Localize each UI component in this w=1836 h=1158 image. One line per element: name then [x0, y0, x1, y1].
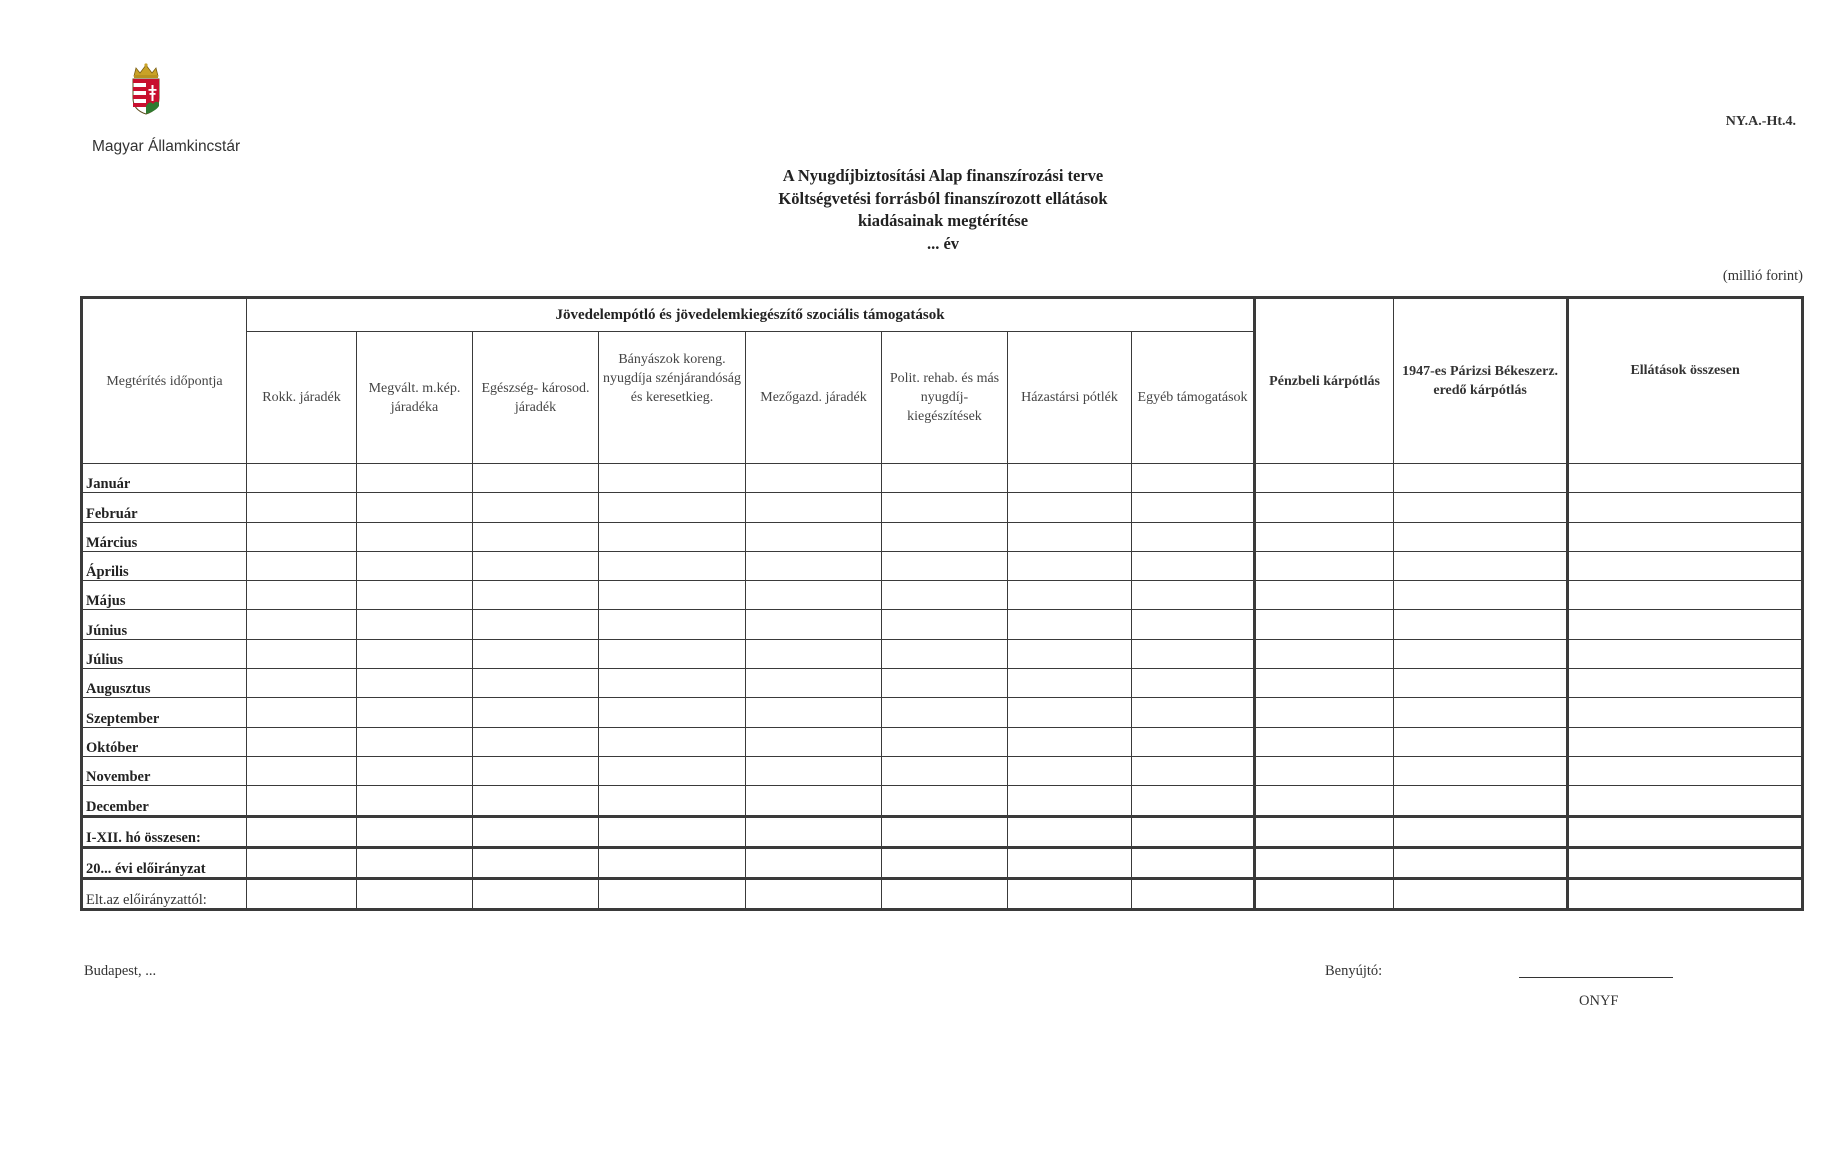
col-header-paris-peace-compensation: 1947-es Párizsi Békeszerz. eredő kárpótlás [1394, 298, 1568, 464]
value-cell[interactable] [1568, 756, 1803, 785]
value-cell[interactable] [1132, 698, 1255, 727]
value-cell[interactable] [357, 581, 473, 610]
value-cell[interactable] [882, 551, 1008, 580]
value-cell[interactable] [1568, 727, 1803, 756]
value-cell[interactable] [247, 756, 357, 785]
value-cell[interactable] [1008, 847, 1132, 878]
value-cell[interactable] [357, 756, 473, 785]
value-cell[interactable] [1132, 669, 1255, 698]
value-cell[interactable] [1008, 581, 1132, 610]
value-cell[interactable] [1255, 756, 1394, 785]
value-cell[interactable] [1255, 879, 1394, 910]
table-row [82, 669, 1803, 698]
organization-name: Magyar Államkincstár [92, 138, 241, 155]
value-cell[interactable] [746, 581, 882, 610]
col-header-agricultural-allowance: Mezőgazd. járadék [746, 332, 882, 464]
value-cell[interactable] [473, 581, 599, 610]
value-cell[interactable] [746, 847, 882, 878]
value-cell[interactable] [1008, 879, 1132, 910]
value-cell[interactable] [882, 669, 1008, 698]
value-cell[interactable] [1008, 464, 1132, 493]
financing-table-container [80, 296, 1801, 909]
row-label: Május [82, 581, 247, 610]
value-cell[interactable] [1132, 464, 1255, 493]
col-header-political-rehab-supplements: Polit. rehab. és más nyugdíj-kiegészítések [882, 332, 1008, 464]
value-cell[interactable] [1255, 847, 1394, 878]
value-cell[interactable] [746, 464, 882, 493]
value-cell[interactable] [473, 610, 599, 639]
value-cell[interactable] [746, 610, 882, 639]
signature-line[interactable] [1519, 977, 1673, 978]
value-cell[interactable] [1008, 816, 1132, 847]
value-cell[interactable] [473, 493, 599, 522]
table-row [82, 551, 1803, 580]
value-cell[interactable] [599, 639, 746, 668]
value-cell[interactable] [247, 727, 357, 756]
value-cell[interactable] [882, 816, 1008, 847]
value-cell[interactable] [1568, 610, 1803, 639]
value-cell[interactable] [746, 493, 882, 522]
value-cell[interactable] [247, 847, 357, 878]
value-cell[interactable] [357, 522, 473, 551]
value-cell[interactable] [1255, 464, 1394, 493]
value-cell[interactable] [1255, 727, 1394, 756]
value-cell[interactable] [1394, 816, 1568, 847]
value-cell[interactable] [1394, 464, 1568, 493]
title-line-1: A Nyugdíjbiztosítási Alap finanszírozási terve [782, 166, 1104, 185]
page-title [0, 165, 1836, 255]
value-cell[interactable] [599, 464, 746, 493]
title-line-4: ... év [926, 233, 960, 253]
value-cell[interactable] [1568, 464, 1803, 493]
value-cell[interactable] [1394, 551, 1568, 580]
value-cell[interactable] [599, 551, 746, 580]
value-cell[interactable] [247, 698, 357, 727]
value-cell[interactable] [1255, 816, 1394, 847]
value-cell[interactable] [1008, 756, 1132, 785]
value-cell[interactable] [1008, 727, 1132, 756]
value-cell[interactable] [1008, 493, 1132, 522]
value-cell[interactable] [1008, 786, 1132, 816]
value-cell[interactable] [1394, 669, 1568, 698]
row-label: Augusztus [82, 669, 247, 698]
value-cell[interactable] [1132, 727, 1255, 756]
value-cell[interactable] [473, 879, 599, 910]
row-label: Október [82, 727, 247, 756]
table-row [82, 756, 1803, 785]
value-cell[interactable] [1132, 610, 1255, 639]
title-line-3: kiadásainak megtérítése [857, 211, 1029, 230]
value-cell[interactable] [1132, 639, 1255, 668]
value-cell[interactable] [357, 727, 473, 756]
value-cell[interactable] [1394, 727, 1568, 756]
col-header-health-impairment-allowance: Egészség- károsod. járadék [473, 332, 599, 464]
title-line-2: Költségvetési forrásból finanszírozott ellátások [778, 188, 1108, 208]
value-cell[interactable] [599, 581, 746, 610]
submitter-org: ONYF [1579, 993, 1619, 1009]
value-cell[interactable] [247, 493, 357, 522]
value-cell[interactable] [746, 669, 882, 698]
row-label: Elt.az előirányzattól: [82, 879, 247, 910]
table-row [82, 581, 1803, 610]
value-cell[interactable] [882, 464, 1008, 493]
value-cell[interactable] [599, 698, 746, 727]
table-row [82, 522, 1803, 551]
table-row [82, 493, 1803, 522]
value-cell[interactable] [1394, 610, 1568, 639]
value-cell[interactable] [1568, 698, 1803, 727]
value-cell[interactable] [247, 551, 357, 580]
value-cell[interactable] [1132, 522, 1255, 551]
row-label: Február [82, 493, 247, 522]
value-cell[interactable] [1568, 639, 1803, 668]
value-cell[interactable] [357, 551, 473, 580]
value-cell[interactable] [599, 522, 746, 551]
table-row [82, 639, 1803, 668]
value-cell[interactable] [1394, 879, 1568, 910]
value-cell[interactable] [1132, 756, 1255, 785]
row-label: November [82, 756, 247, 785]
row-label: Július [82, 639, 247, 668]
value-cell[interactable] [1008, 522, 1132, 551]
value-cell[interactable] [1568, 522, 1803, 551]
value-cell[interactable] [882, 847, 1008, 878]
value-cell[interactable] [1132, 493, 1255, 522]
col-header-disability-allowance: Rokk. járadék [247, 332, 357, 464]
value-cell[interactable] [1568, 816, 1803, 847]
value-cell[interactable] [1132, 786, 1255, 816]
value-cell[interactable] [1255, 786, 1394, 816]
value-cell[interactable] [1255, 610, 1394, 639]
value-cell[interactable] [1394, 522, 1568, 551]
value-cell[interactable] [882, 698, 1008, 727]
value-cell[interactable] [1568, 669, 1803, 698]
value-cell[interactable] [1394, 493, 1568, 522]
row-label: Április [82, 551, 247, 580]
table-row [82, 464, 1803, 493]
value-cell[interactable] [746, 551, 882, 580]
value-cell[interactable] [247, 581, 357, 610]
row-header: Megtérítés időpontja [82, 298, 247, 464]
value-cell[interactable] [599, 816, 746, 847]
value-cell[interactable] [1568, 581, 1803, 610]
row-label: Június [82, 610, 247, 639]
value-cell[interactable] [1255, 581, 1394, 610]
unit-label: (millió forint) [1722, 268, 1803, 284]
value-cell[interactable] [247, 610, 357, 639]
value-cell[interactable] [1568, 493, 1803, 522]
value-cell[interactable] [882, 786, 1008, 816]
value-cell[interactable] [357, 879, 473, 910]
value-cell[interactable] [1132, 816, 1255, 847]
row-label: Március [82, 522, 247, 551]
col-header-reduced-capacity-allowance: Megvált. m.kép. járadéka [357, 332, 473, 464]
col-header-spouse-supplement: Házastársi pótlék [1008, 332, 1132, 464]
value-cell[interactable] [599, 879, 746, 910]
value-cell[interactable] [882, 493, 1008, 522]
value-cell[interactable] [473, 756, 599, 785]
row-label: December [82, 786, 247, 816]
place-and-date: Budapest, ... [84, 963, 157, 979]
value-cell[interactable] [247, 879, 357, 910]
value-cell[interactable] [746, 698, 882, 727]
submitter-label: Benyújtó: [1325, 963, 1383, 979]
value-cell[interactable] [1255, 669, 1394, 698]
value-cell[interactable] [599, 847, 746, 878]
col-header-total-benefits: Ellátások összesen [1568, 298, 1803, 464]
value-cell[interactable] [1394, 756, 1568, 785]
value-cell[interactable] [882, 581, 1008, 610]
value-cell[interactable] [1008, 610, 1132, 639]
hungarian-coat-of-arms-icon [128, 62, 164, 116]
value-cell[interactable] [357, 464, 473, 493]
value-cell[interactable] [1132, 581, 1255, 610]
col-header-miners-pension: Bányászok koreng. nyugdíja szénjárandóság és keresetkieg. [599, 332, 746, 464]
value-cell[interactable] [1394, 786, 1568, 816]
value-cell[interactable] [357, 639, 473, 668]
value-cell[interactable] [1008, 669, 1132, 698]
value-cell[interactable] [1394, 639, 1568, 668]
value-cell[interactable] [1255, 493, 1394, 522]
value-cell[interactable] [247, 786, 357, 816]
value-cell[interactable] [882, 610, 1008, 639]
value-cell[interactable] [357, 669, 473, 698]
value-cell[interactable] [882, 756, 1008, 785]
financing-table [80, 296, 1804, 911]
value-cell[interactable] [247, 464, 357, 493]
value-cell[interactable] [599, 669, 746, 698]
value-cell[interactable] [599, 786, 746, 816]
value-cell[interactable] [357, 698, 473, 727]
value-cell[interactable] [357, 816, 473, 847]
value-cell[interactable] [1255, 522, 1394, 551]
value-cell[interactable] [1568, 786, 1803, 816]
value-cell[interactable] [473, 669, 599, 698]
value-cell[interactable] [1132, 847, 1255, 878]
col-header-cash-compensation: Pénzbeli kárpótlás [1255, 298, 1394, 464]
value-cell[interactable] [746, 879, 882, 910]
row-label: Január [82, 464, 247, 493]
value-cell[interactable] [473, 727, 599, 756]
value-cell[interactable] [1255, 551, 1394, 580]
value-cell[interactable] [599, 493, 746, 522]
value-cell[interactable] [1394, 698, 1568, 727]
value-cell[interactable] [599, 610, 746, 639]
row-label: I-XII. hó összesen: [82, 816, 247, 847]
table-row [82, 698, 1803, 727]
value-cell[interactable] [746, 639, 882, 668]
value-cell[interactable] [247, 639, 357, 668]
table-row [82, 727, 1803, 756]
value-cell[interactable] [357, 493, 473, 522]
table-row [82, 610, 1803, 639]
value-cell[interactable] [473, 816, 599, 847]
value-cell[interactable] [1568, 879, 1803, 910]
value-cell[interactable] [1568, 551, 1803, 580]
group-header: Jövedelempótló és jövedelemkiegészítő szociális támogatások [247, 298, 1255, 332]
value-cell[interactable] [746, 522, 882, 551]
value-cell[interactable] [1132, 879, 1255, 910]
value-cell[interactable] [1255, 698, 1394, 727]
table-row [82, 816, 1803, 847]
value-cell[interactable] [357, 610, 473, 639]
value-cell[interactable] [473, 639, 599, 668]
value-cell[interactable] [247, 816, 357, 847]
value-cell[interactable] [1008, 639, 1132, 668]
value-cell[interactable] [882, 727, 1008, 756]
value-cell[interactable] [473, 786, 599, 816]
value-cell[interactable] [882, 879, 1008, 910]
row-label: 20... évi előirányzat [82, 847, 247, 878]
table-row [82, 786, 1803, 816]
value-cell[interactable] [882, 639, 1008, 668]
value-cell[interactable] [882, 522, 1008, 551]
table-row [82, 879, 1803, 910]
value-cell[interactable] [473, 522, 599, 551]
value-cell[interactable] [1568, 847, 1803, 878]
value-cell[interactable] [1394, 847, 1568, 878]
value-cell[interactable] [1008, 551, 1132, 580]
value-cell[interactable] [247, 669, 357, 698]
value-cell[interactable] [746, 786, 882, 816]
value-cell[interactable] [1394, 581, 1568, 610]
value-cell[interactable] [746, 756, 882, 785]
value-cell[interactable] [599, 727, 746, 756]
row-label: Szeptember [82, 698, 247, 727]
value-cell[interactable] [1255, 639, 1394, 668]
value-cell[interactable] [473, 551, 599, 580]
value-cell[interactable] [746, 816, 882, 847]
value-cell[interactable] [746, 727, 882, 756]
value-cell[interactable] [599, 756, 746, 785]
value-cell[interactable] [357, 847, 473, 878]
value-cell[interactable] [473, 464, 599, 493]
value-cell[interactable] [247, 522, 357, 551]
table-row [82, 847, 1803, 878]
col-header-other-support: Egyéb támogatások [1132, 332, 1255, 464]
value-cell[interactable] [1008, 698, 1132, 727]
value-cell[interactable] [473, 847, 599, 878]
value-cell[interactable] [1132, 551, 1255, 580]
value-cell[interactable] [473, 698, 599, 727]
form-code: NY.A.-Ht.4. [1725, 114, 1796, 129]
value-cell[interactable] [357, 786, 473, 816]
